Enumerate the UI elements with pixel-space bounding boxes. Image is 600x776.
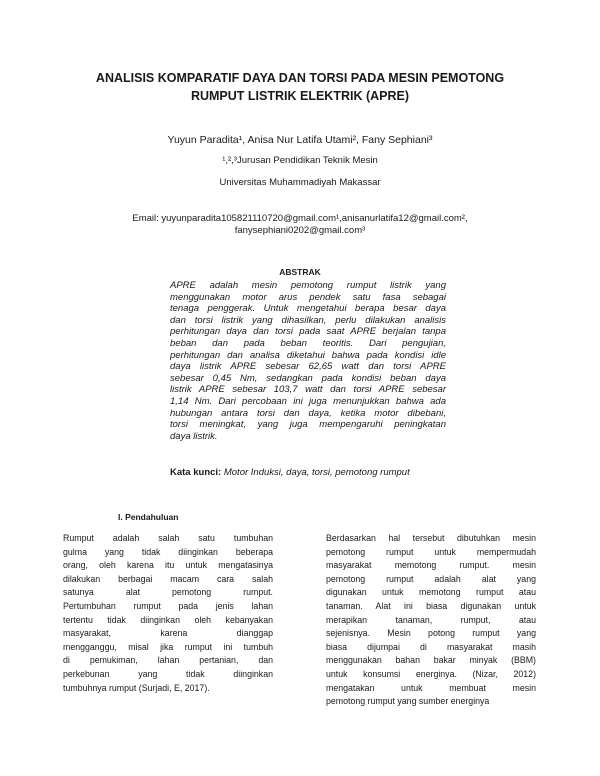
body-line: gulma yang tidak diinginkan beberapa: [63, 546, 273, 557]
affiliation-university: Universitas Muhammadiyah Makassar: [219, 177, 381, 188]
body-line: tumbuhnya rumput (Surjadi, E, 2017).: [63, 682, 210, 693]
abstract-line: tenaga penggerak. Untuk mengetahui berapa besar daya: [170, 303, 446, 315]
abstract-line: 1,14 Nm. Dari percobaan ini juga menunjukkan bahwa ada: [170, 395, 446, 407]
body-line: menggunakan bahan bakar minyak (BBM): [326, 655, 536, 666]
body-line: Berdasarkan hal tersebut dibutuhkan mesin: [326, 533, 536, 543]
body-line: masyarakat, karena dianggap: [63, 628, 273, 639]
body-line: merapikan tanaman, rumput, atau: [326, 614, 536, 625]
title-line-2: RUMPUT LISTRIK ELEKTRIK (APRE): [190, 89, 410, 103]
body-line: biasa dijumpai di masyarakat masih: [326, 641, 536, 652]
abstract-line: APRE adalah mesin pemotong rumput listrik yang: [170, 280, 446, 291]
body-line: pemotong rumput untuk mempermudah: [326, 546, 536, 557]
body-line: pemotong rumput adalah alat yang: [326, 573, 536, 584]
body-line: perkebunan yang tidak diinginkan: [63, 668, 273, 679]
abstract-heading: ABSTRAK: [279, 267, 321, 277]
abstract-line: daya listrik.: [170, 430, 218, 442]
email-line-2: fanysephiani0202@gmail.com³: [234, 225, 366, 236]
body-line: Rumput adalah salah satu tumbuhan: [63, 533, 273, 543]
abstract-line: beban dan pada beban teoritis. Dari pengujian,: [170, 337, 446, 349]
abstract-line: daya listrik APRE sebesar 62,65 watt dan torsi APRE: [170, 361, 446, 373]
body-line: tanaman. Alat ini biasa digunakan untuk: [326, 600, 536, 611]
body-line: Pertumbuhan rumput pada jenis lahan: [63, 600, 273, 611]
body-line: mengatakan untuk membuat mesin: [326, 682, 536, 693]
keywords: [170, 467, 410, 478]
abstract-body: [170, 280, 446, 442]
body-line: dilakukan berbagai macam cara salah: [63, 573, 273, 584]
author-emails: [0, 213, 600, 237]
keywords-label: Kata kunci:: [170, 467, 222, 478]
title-line-1: ANALISIS KOMPARATIF DAYA DAN TORSI PADA MESIN PEMOTONG: [95, 71, 505, 85]
abstract-line: perhitungan daya dan torsi pada saat APRE berjalan tanpa: [170, 326, 446, 338]
abstract-line: torsi meningkat, yang juga mempengaruhi peningkatan: [170, 419, 446, 431]
abstract-line: listrik APRE sebesar 103,7 watt dan torsi APRE sebesar: [170, 384, 446, 396]
body-line: pemotong rumput yang sumber energinya: [326, 696, 490, 707]
body-column-right: [326, 532, 536, 709]
body-line: orang, oleh karena itu untuk mengatasinya: [63, 560, 273, 571]
abstract-line: dan torsi listrik yang dihasilkan, perlu dilakukan analisis: [170, 314, 446, 326]
abstract-line: perhitungan dan analisa diketahui bahwa pada kondisi idle: [170, 349, 446, 361]
author-list: Yuyun Paradita¹, Anisa Nur Latifa Utami², Fany Sephiani³: [167, 134, 433, 146]
body-column-left: [63, 532, 273, 695]
abstract-line: hubungan antara torsi dan daya, ketika motor dibebani,: [170, 407, 446, 419]
paper-title: [60, 69, 540, 105]
body-line: sejenisnya. Mesin potong rumput yang: [326, 628, 536, 639]
affiliation-department: ¹,²,³Jurusan Pendidikan Teknik Mesin: [222, 155, 378, 166]
email-line-1: Email: yuyunparadita105821110720@gmail.com¹,anisanurlatifa12@gmail.com²,: [132, 213, 468, 224]
abstract-line: menggunakan motor arus pendek satu fasa sebagai: [170, 291, 446, 303]
section-heading: I. Pendahuluan: [118, 512, 179, 522]
abstract-line: sebesar 0,45 Nm, sedangkan pada kondisi beban daya: [170, 372, 446, 384]
body-line: mengganggu, misal jika rumput ini tumbuh: [63, 641, 273, 652]
body-line: di pemukiman, lahan pertanian, dan: [63, 655, 273, 666]
body-line: tertentu tidak diinginkan oleh kebanyakan: [63, 614, 273, 625]
body-line: digunakan untuk memotong rumput atau: [326, 587, 536, 598]
keywords-value: Motor Induksi, daya, torsi, pemotong rumput: [223, 467, 410, 478]
body-line: masyarakat memotong rumput. mesin: [326, 560, 536, 571]
body-line: satunya alat pemotong rumput.: [63, 587, 273, 598]
body-line: untuk konsumsi energinya. (Nizar, 2012): [326, 668, 536, 679]
